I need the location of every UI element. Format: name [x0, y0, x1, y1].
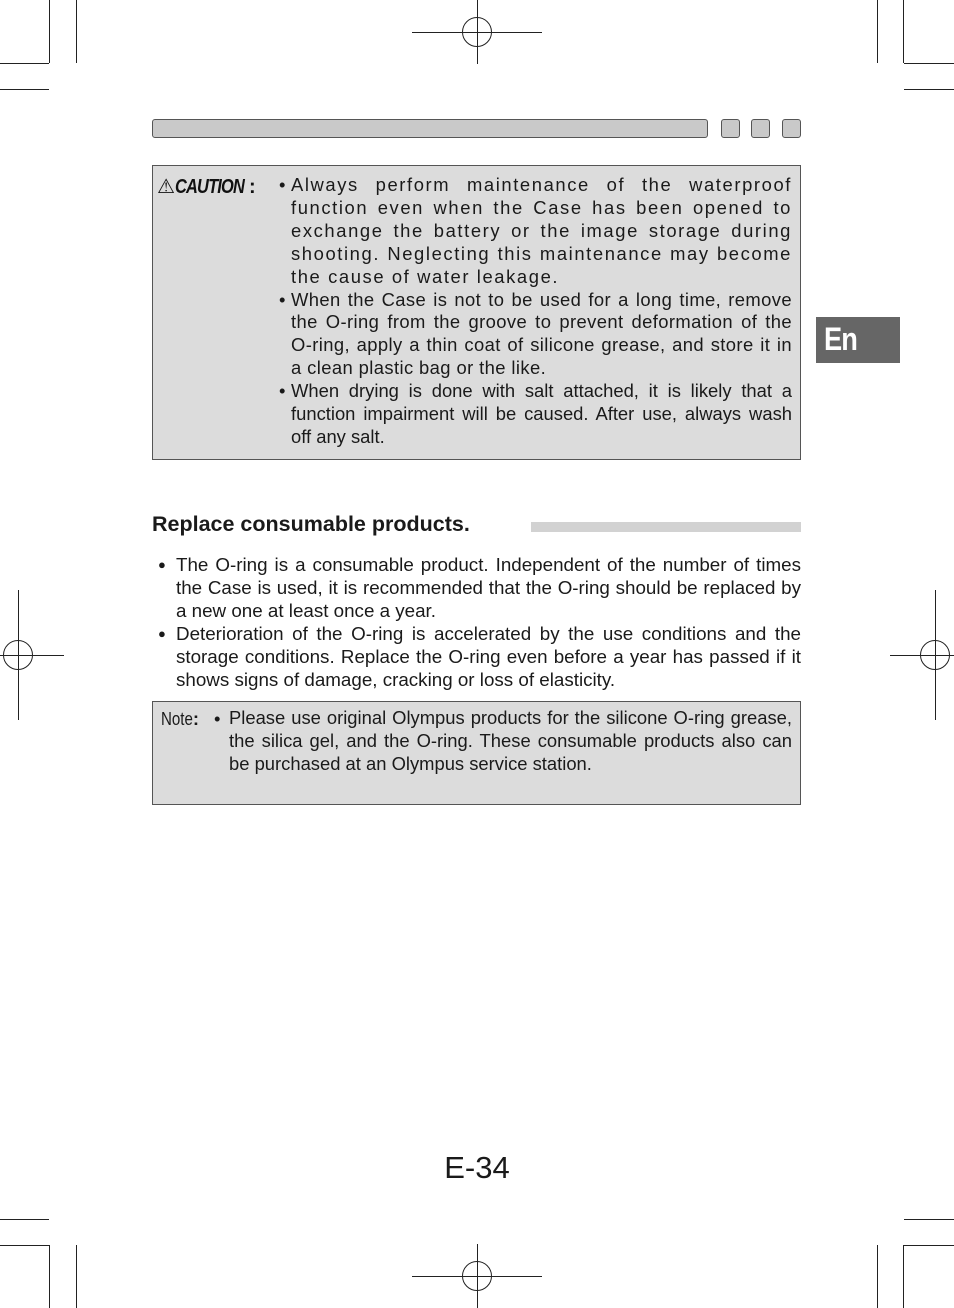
header-square — [751, 119, 770, 138]
caution-item: • When the Case is not to be used for a long time, remove the O-ring from the groove to prevent deformation of the O-ring, apply a thin coat of silicone grease, and store it in a clean plastic bag or the like. — [279, 289, 792, 381]
note-box — [152, 701, 801, 805]
caution-item: • When drying is done with salt attached, it is likely that a function impairment will be caused. After use, always wash off any salt. — [279, 380, 792, 449]
caution-colon: : — [249, 176, 255, 198]
title-rule — [531, 522, 801, 532]
caution-box — [152, 165, 801, 460]
note-text: Please use original Olympus products for the silicone O-ring grease, the silica gel, and the O-ring. These consumable products also can be purchased at an Olympus service station. — [229, 707, 792, 774]
caution-list — [279, 174, 792, 449]
caution-label-text: CAUTION — [174, 176, 244, 198]
page-number: E-34 — [444, 1150, 510, 1185]
caution-label — [157, 174, 255, 199]
list-item: ● Deterioration of the O-ring is accelerated by the use conditions and the storage conditions. Replace the O-ring even before a year has passed if it shows signs of damage, cracking or loss of elasticity. — [152, 622, 801, 691]
section-title: Replace consumable products. — [152, 512, 470, 536]
header-square — [782, 119, 801, 138]
header-square — [721, 119, 740, 138]
language-tab-label: En — [824, 321, 858, 357]
caution-item: • Always perform maintenance of the waterproof function even when the Case has been opened to exchange the battery or the image storage during shooting. Neglecting this maintenance may become the cause of water leakage. — [279, 174, 792, 289]
header-bar — [152, 119, 708, 138]
note-colon: : — [192, 708, 199, 729]
warning-triangle-icon: ⚠ — [157, 176, 174, 198]
consumables-list — [152, 553, 801, 691]
language-tab — [816, 317, 900, 363]
note-bullet: • — [214, 708, 221, 729]
note-label-text: Note — [161, 708, 193, 729]
list-item: ● The O-ring is a consumable product. Independent of the number of times the Case is used, it is recommended that the O-ring should be replaced by a new one at least once a year. — [152, 553, 801, 622]
note-label — [161, 708, 199, 730]
